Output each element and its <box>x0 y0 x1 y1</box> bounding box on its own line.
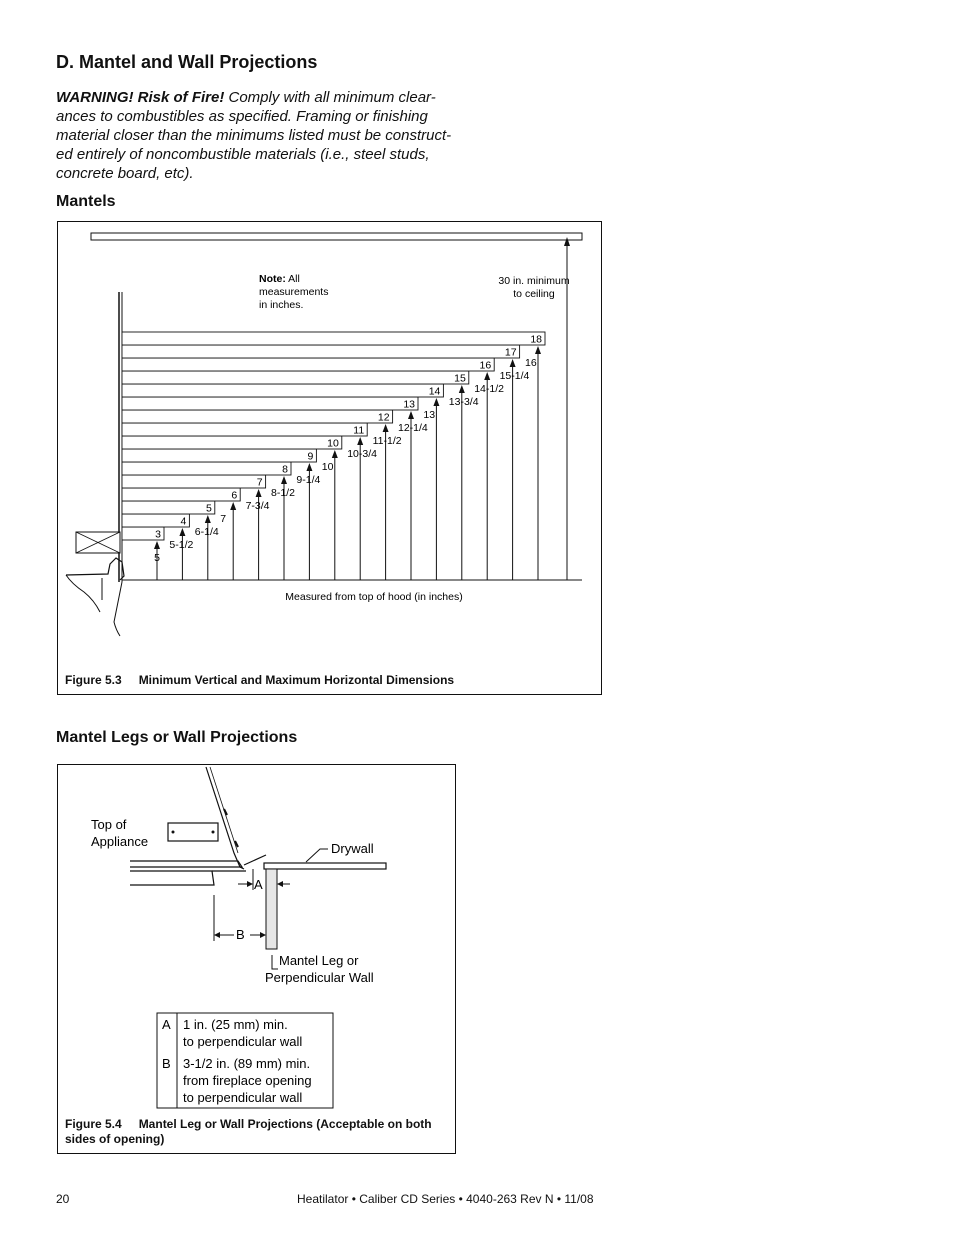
section-title: D. Mantel and Wall Projections <box>56 52 318 72</box>
height-arrow-head <box>256 489 262 497</box>
warning-text: Comply with all minimum clear-ances to combustibles as specified. Framing or finishing material closer than the minimums listed must be construct-ed entirely of noncombustible materials (i.e., steel studs, concrete board, etc). <box>56 89 452 182</box>
min-height-label: 7 <box>220 513 227 525</box>
mantel-leg-label-2: Perpendicular Wall <box>265 970 374 985</box>
mantel-shelf <box>122 384 443 397</box>
mantel-shelf <box>122 410 393 423</box>
shelf-depth-label: 17 <box>504 346 517 359</box>
mantel-leg-label: Mantel Leg or <box>279 953 359 968</box>
min-height-label: 13-3/4 <box>448 396 479 408</box>
min-height-label: 6-1/4 <box>194 526 219 538</box>
shelf-depth-label: 7 <box>256 476 263 489</box>
height-arrow-head <box>408 411 414 419</box>
mantel-shelf <box>122 488 240 501</box>
mantel-leg-diagram <box>58 765 457 1155</box>
shelf-depth-label: 4 <box>180 515 187 528</box>
caption-text: Mantel Leg or Wall Projections (Acceptable on both <box>138 1117 432 1131</box>
shelf-depth-label: 11 <box>353 424 365 437</box>
mantel-leg <box>266 869 277 949</box>
appliance-face <box>130 871 214 885</box>
height-arrow-head <box>357 437 363 445</box>
mantel-shelf <box>122 423 367 436</box>
min-height-label: 5-1/2 <box>169 539 194 551</box>
mantel-shelf <box>122 475 266 488</box>
clearance-table <box>157 1013 333 1108</box>
min-height-label: 16 <box>525 357 537 369</box>
shelf-depth-label: 6 <box>231 489 238 502</box>
ceiling-label: 30 in. minimum <box>498 275 570 287</box>
measured-label: Measured from top of hood (in inches) <box>285 591 463 603</box>
top-of-appliance-label: Top of <box>91 817 127 832</box>
height-arrow-head <box>332 450 338 458</box>
shelf-depth-label: 8 <box>282 463 288 476</box>
mantel-clearance-diagram <box>58 222 603 696</box>
caption-text: Minimum Vertical and Maximum Horizontal Dimensions <box>138 673 455 687</box>
min-height-label: 8-1/2 <box>271 487 295 499</box>
mantel-shelf <box>122 501 215 514</box>
height-arrow-head <box>230 502 236 510</box>
shelf-depth-label: 9 <box>307 450 314 463</box>
glass-door <box>206 767 244 869</box>
height-arrow-head <box>484 372 490 380</box>
table-a-line1: 1 in. (25 mm) min. <box>183 1017 288 1032</box>
table-b-line3: to perpendicular wall <box>183 1090 303 1105</box>
table-key-a: A <box>162 1017 171 1032</box>
table-key-b: B <box>162 1056 171 1071</box>
fireplace-hood-detail <box>66 532 124 636</box>
dimension-b: B <box>236 927 245 942</box>
figure-5-4-caption <box>65 1117 450 1147</box>
min-height-label: 14-1/2 <box>474 383 504 395</box>
mantel-shelf <box>122 449 316 462</box>
shelf-depth-label: 12 <box>377 411 390 424</box>
height-arrow-head <box>459 385 465 393</box>
page-number: 20 <box>56 1192 70 1206</box>
min-height-label: 5 <box>154 552 160 564</box>
min-height-label: 13 <box>423 409 436 421</box>
mantel-shelf <box>122 358 494 371</box>
min-height-label: 7-3/4 <box>245 500 270 512</box>
figure-5-4 <box>57 764 456 1154</box>
shelf-depth-label: 15 <box>454 372 466 385</box>
note-text-3: in inches. <box>259 299 304 311</box>
mantel-shelf <box>122 397 418 410</box>
height-arrow-head <box>281 476 287 484</box>
min-height-label: 15-1/4 <box>499 370 530 382</box>
ceiling-label-2: to ceiling <box>513 288 555 300</box>
mantel-shelf <box>122 332 545 345</box>
shelf-depth-label: 5 <box>205 502 212 515</box>
height-arrow-head <box>179 528 185 536</box>
caption-number: Figure 5.4 <box>65 1117 122 1131</box>
appliance-vent <box>168 823 218 841</box>
height-arrow-head <box>154 541 160 549</box>
shelf-depth-label: 13 <box>403 398 415 411</box>
mantel-shelf <box>122 436 342 449</box>
warning-lead: WARNING! Risk of Fire! <box>56 89 225 106</box>
mantel-shelf <box>122 345 520 358</box>
note-text-2: measurements <box>259 286 329 298</box>
appliance-top <box>130 861 242 867</box>
top-of-appliance-label-2: Appliance <box>91 834 149 849</box>
figure-5-3-caption <box>65 673 454 688</box>
min-height-label: 9-1/4 <box>296 474 321 486</box>
note-text: Note: All <box>259 273 300 285</box>
min-height-label: 10 <box>321 461 334 473</box>
caption-number: Figure 5.3 <box>65 673 122 687</box>
height-arrow-head <box>306 463 312 471</box>
min-height-label: 11-1/2 <box>372 435 402 447</box>
mantels-heading: Mantels <box>56 193 116 210</box>
fire-warning <box>56 88 456 183</box>
shelf-depth-label: 10 <box>327 437 339 450</box>
figure-5-3 <box>57 221 602 695</box>
mantel-shelf <box>122 371 469 384</box>
shelf-depth-label: 14 <box>428 385 441 398</box>
shelf-depth-label: 16 <box>479 359 492 372</box>
shelf-depth-label: 3 <box>155 528 161 541</box>
caption-text-2: sides of opening) <box>65 1132 165 1146</box>
footer-doc-info: Heatilator • Caliber CD Series • 4040-263 Rev N • 11/08 <box>297 1192 594 1206</box>
table-b-line1: 3-1/2 in. (89 mm) min. <box>183 1056 311 1071</box>
legs-heading: Mantel Legs or Wall Projections <box>56 729 298 746</box>
height-arrow-head <box>205 515 211 523</box>
mantel-shelf <box>122 514 189 527</box>
height-arrow-head <box>510 359 516 367</box>
drywall <box>264 863 386 869</box>
drywall-label: Drywall <box>331 841 374 856</box>
dimension-a: A <box>254 877 263 892</box>
height-arrow-head <box>383 424 389 432</box>
mantel-shelf <box>122 462 291 475</box>
height-arrow-head <box>535 346 541 354</box>
shelf-depth-label: 18 <box>530 333 542 346</box>
table-b-line2: from fireplace opening <box>183 1073 312 1088</box>
height-arrow-head <box>433 398 439 406</box>
min-height-label: 10-3/4 <box>347 448 377 460</box>
table-a-line2: to perpendicular wall <box>183 1034 303 1049</box>
min-height-label: 12-1/4 <box>398 422 428 434</box>
ceiling-bar <box>91 233 582 240</box>
